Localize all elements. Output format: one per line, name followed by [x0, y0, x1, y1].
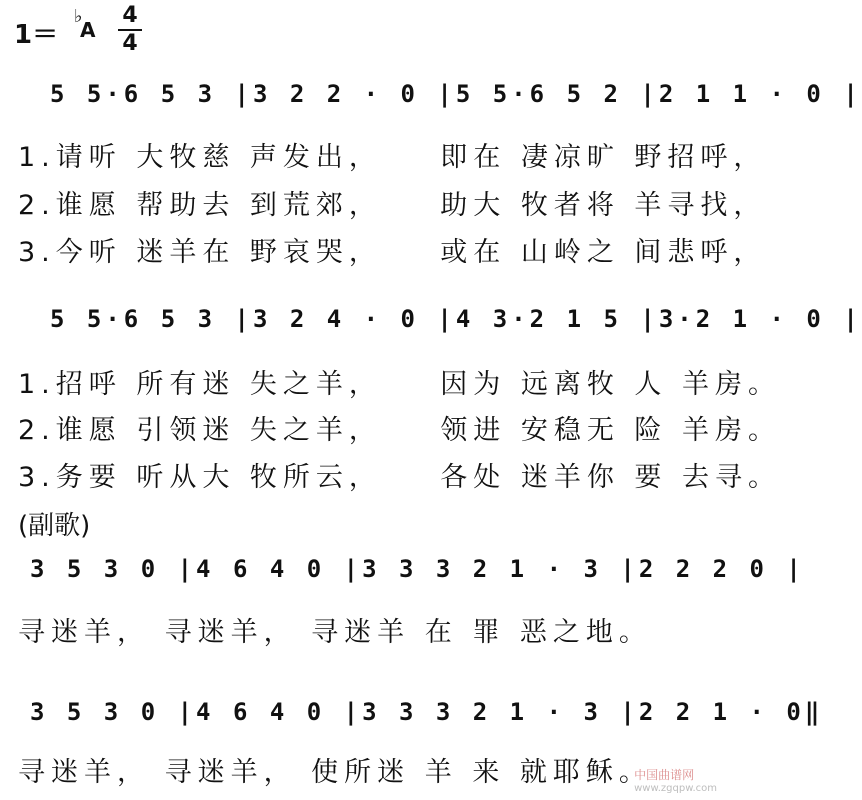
- chorus-line1-lyric: 寻迷羊， 寻迷羊， 寻迷羊 在 罪 恶之地。: [18, 617, 652, 648]
- section2-notation: 5 5·6 5 3 |3 2 4 · 0 |4 3·2 1 5 |3·2 1 · 0 |: [50, 305, 862, 333]
- section2-lyric-3: 3.务要 听从大 牧所云， 各处 迷羊你 要 去寻。: [18, 462, 782, 493]
- chorus-label: (副歌): [18, 511, 91, 541]
- section1-lyric-3: 3.今听 迷羊在 野哀哭， 或在 山岭之 间悲呼，: [18, 237, 767, 268]
- section2-lyric-2: 2.谁愿 引领迷 失之羊， 领进 安稳无 险 羊房。: [18, 415, 782, 446]
- flat-sign-icon: ♭: [74, 6, 83, 27]
- section1-lyric-2: 2.谁愿 帮助去 到荒郊， 助大 牧者将 羊寻找，: [18, 190, 767, 221]
- section1-notation: 5 5·6 5 3 |3 2 2 · 0 |5 5·6 5 2 |2 1 1 · 0 |: [50, 80, 862, 108]
- meter-bottom: 4: [122, 31, 138, 56]
- key-note: A: [80, 18, 96, 42]
- chorus-line1-notation: 3 5 3 0 |4 6 4 0 |3 3 3 2 1 · 3 |2 2 2 0 |: [30, 555, 805, 583]
- key-prefix: 1＝: [14, 20, 59, 50]
- key-signature: [14, 6, 96, 51]
- section2-lyric-1: 1.招呼 所有迷 失之羊， 因为 远离牧 人 羊房。: [18, 369, 782, 400]
- watermark: [634, 766, 717, 794]
- chorus-line2-lyric: 寻迷羊， 寻迷羊， 使所迷 羊 来 就耶稣。: [18, 757, 652, 788]
- section1-lyric-1: 1.请听 大牧慈 声发出， 即在 凄凉旷 野招呼，: [18, 142, 767, 173]
- time-signature: [118, 4, 142, 56]
- chorus-line2-notation: 3 5 3 0 |4 6 4 0 |3 3 3 2 1 · 3 |2 2 1 · 0‖: [30, 698, 824, 726]
- watermark-text: 中国曲谱网: [634, 768, 695, 782]
- watermark-sub: www.zgqpw.com: [634, 783, 717, 794]
- meter-top: 4: [122, 3, 138, 28]
